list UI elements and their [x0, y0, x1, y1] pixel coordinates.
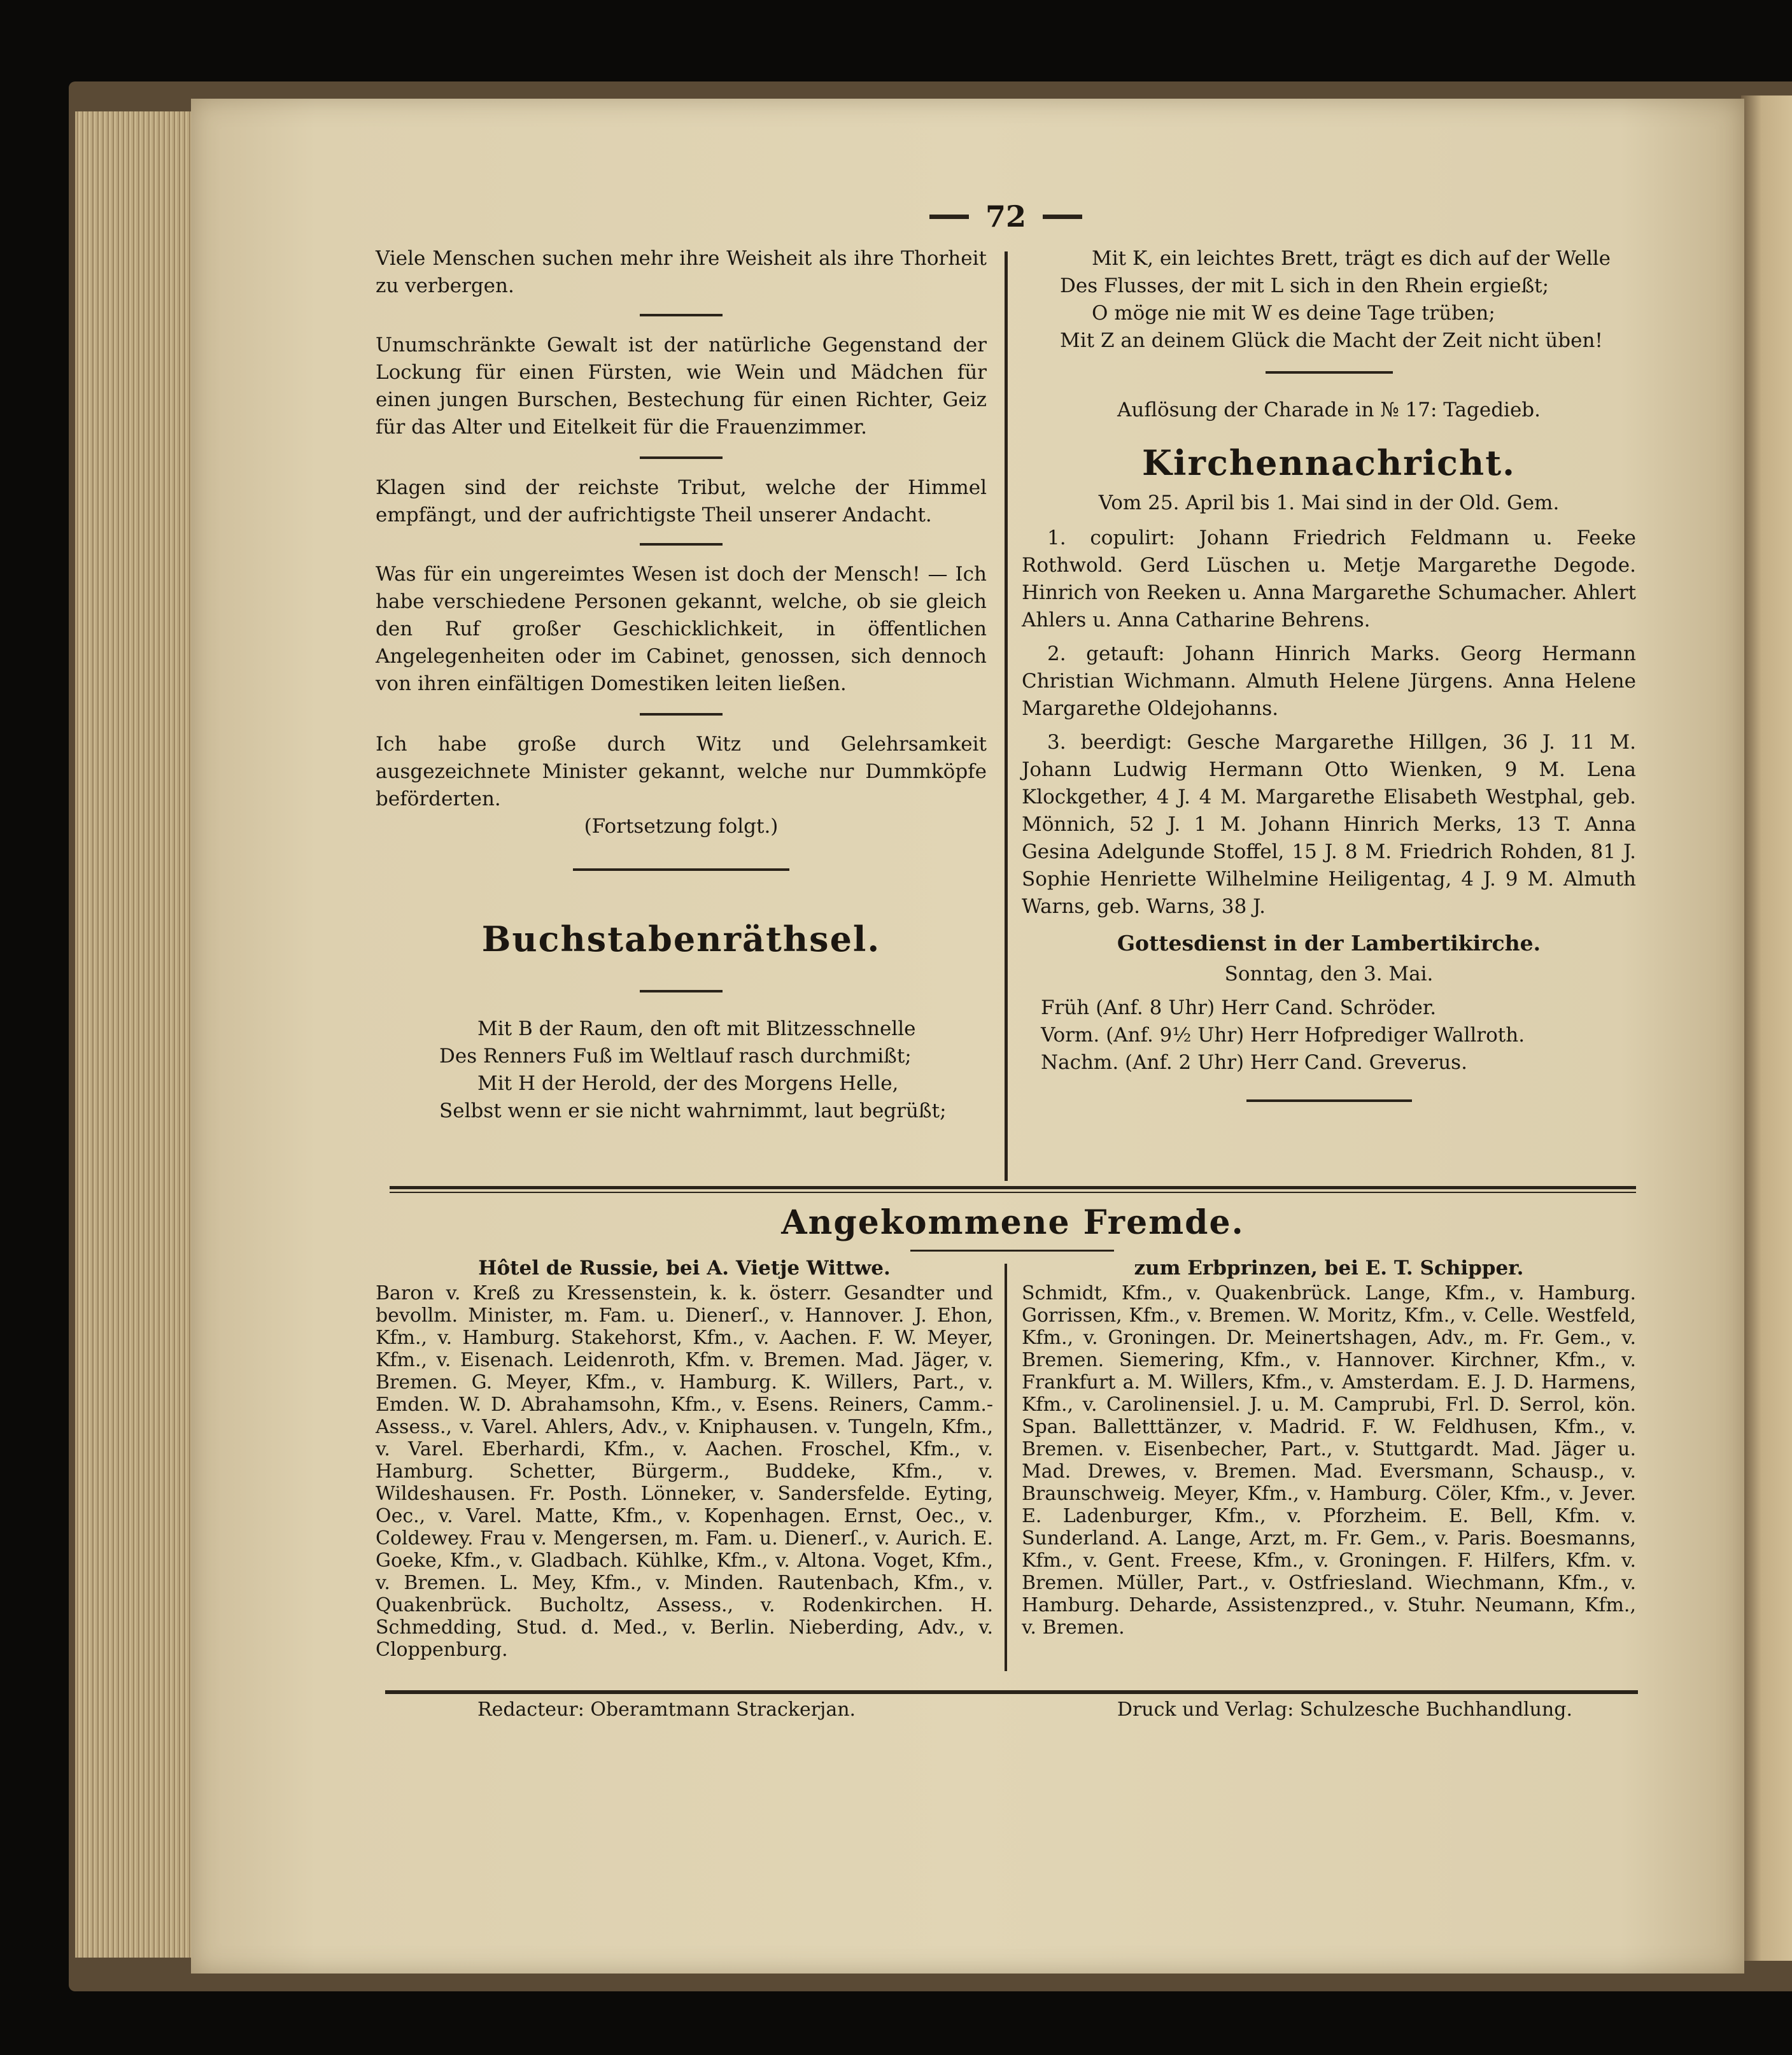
service-item: Früh (Anf. 8 Uhr) Herr Cand. Schröder. [1041, 996, 1437, 1019]
poem-line: Mit K, ein leichtes Brett, trägt es dich auf der Welle [1092, 247, 1611, 270]
ornament-rule-left [929, 215, 969, 219]
arrivals-left [376, 1257, 993, 1661]
hotel-heading: zum Erbprinzen, bei E. T. Schipper. [1134, 1257, 1524, 1280]
buried-list: 3. beerdigt: Gesche Margarethe Hillgen, 36 J. 11 M. Johann Ludwig Hermann Otto Wienken, 9 M. Lena Klockgether, 4 J. 4 M. Margarethe Elisabeth Westphal, geb. Mönnich, 52 J. 1 M. Johann Hinrich Merks, 13 T. Anna Gesina Adelgunde Stoffel, 15 J. 8 M. Friedrich Rohden, 81 J. Sophie Henriette Wilhelmine Heiligentag, 4 J. 9 M. Almuth Warns, geb. Warns, 38 J. [1022, 731, 1636, 918]
column-divider [1005, 251, 1008, 1181]
church-news-title: Kirchennachricht. [1142, 442, 1516, 483]
section-rule [1246, 1099, 1412, 1102]
service-date: Sonntag, den 3. Mai. [1224, 963, 1434, 985]
aphorism-1: Viele Menschen suchen mehr ihre Weisheit als ihre Thorheit zu verbergen. [376, 247, 987, 297]
service-list [1022, 994, 1636, 1077]
separator [1266, 371, 1393, 374]
page-edges [75, 111, 202, 1958]
poem-line: Des Flusses, der mit L sich in den Rhein ergießt; [1060, 274, 1549, 297]
hotel-guests: Schmidt, Kfm., v. Quakenbrück. Lange, Kfm., v. Hamburg. Gorrissen, Kfm., v. Bremen. W. Moritz, Kfm., v. Celle. Westfeld, Kfm., v. Groningen. Dr. Meinertshagen, Adv., m. Fr. Gem., v. Bremen. Siemering, Kfm., v. Hannover. Kirchner, Kfm., v. Frankfurt a. M. Willers, Kfm., v. Amsterdam. E. J. D. Harmens, Kfm., v. Carolinensiel. J. u. M. Camprubi, Frl. D. Serrol, kön. Span. Balletttänzer, v. Madrid. F. W. Feldhusen, Kfm., v. Bremen. v. Eisenbecher, Part., v. Stuttgardt. Mad. Jäger u. Mad. Drewes, v. Bremen. Mad. Eversmann, Schausp., v. Braunschweig. Meyer, Kfm., v. Hamburg. Cöler, Kfm., v. Jever. E. Ladenburger, Kfm., v. Pforzheim. E. Bell, Kfm. v. Sunderland. A. Lange, Arzt, m. Fr. Gem., v. Paris. Boesmanns, Kfm., v. Gent. Freese, Kfm., v. Groningen. F. Hilfers, Kfm. v. Bremen. Müller, Part., v. Ostfriesland. Wiechmann, Kfm., v. Hamburg. Deharde, Assistenzpred., v. Stuhr. Neumann, Kfm., v. Bremen. [1022, 1282, 1636, 1639]
service-item: Nachm. (Anf. 2 Uhr) Herr Cand. Greverus. [1041, 1051, 1467, 1074]
baptized-list: 2. getauft: Johann Hinrich Marks. Georg Hermann Christian Wichmann. Almuth Helene Jürgens. Anna Helene Margarethe Oldejohanns. [1022, 642, 1636, 720]
publisher-credit: Druck und Verlag: Schulzesche Buchhandlung. [1117, 1698, 1572, 1721]
continued-note: (Fortsetzung folgt.) [584, 815, 779, 838]
copulated-list: 1. copulirt: Johann Friedrich Feldmann u. Feeke Rothwold. Gerd Lüschen u. Metje Margarethe Degode. Hinrich von Reeken u. Anna Margarethe Schumacher. Ahlert Ahlers u. Anna Catharine Behrens. [1022, 526, 1636, 632]
separator [640, 314, 723, 316]
separator [640, 543, 723, 546]
page-number: 72 [929, 191, 1082, 242]
poem-line: Mit H der Herold, der des Morgens Helle, [477, 1072, 899, 1095]
riddle-poem-part2 [1022, 245, 1636, 355]
riddle-title: Buchstabenräthsel. [481, 919, 881, 959]
service-title: Gottesdienst in der Lambertikirche. [1117, 931, 1541, 956]
left-column [376, 245, 987, 1125]
poem-line: O möge nie mit W es deine Tage trüben; [1092, 302, 1495, 325]
charade-solution: Auflösung der Charade in № 17: Tagedieb. [1117, 399, 1541, 421]
poem-line: Selbst wenn er sie nicht wahrnimmt, laut begrüßt; [439, 1099, 947, 1122]
poem-line: Des Renners Fuß im Weltlauf rasch durchmißt; [439, 1045, 912, 1068]
riddle-poem-part1 [376, 1015, 987, 1125]
hotel-guests: Baron v. Kreß zu Kressenstein, k. k. österr. Gesandter und bevollm. Minister, m. Fam. u. Dienerſ., v. Hannover. J. Ehon, Kfm., v. Hamburg. Stakehorst, Kfm., v. Aachen. F. W. Meyer, Kfm., v. Eisenach. Leidenroth, Kfm. v. Bremen. Mad. Jäger, v. Bremen. G. Meyer, Kfm., v. Hamburg. K. Willers, Part., v. Emden. W. D. Abrahamsohn, Kfm., v. Esens. Reiners, Camm.-Assess., v. Varel. Ahlers, Adv., v. Kniphausen. v. Tungeln, Kfm., v. Varel. Eberhardi, Kfm., v. Aachen. Froschel, Kfm., v. Hamburg. Schetter, Bürgerm., Buddeke, Kfm., v. Wildeshausen. Fr. Posth. Lönneker, v. Sandersfelde. Eyting, Oec., v. Varel. Matte, Kfm., v. Kopenhagen. Ernst, Oec., v. Coldewey. Frau v. Mengersen, m. Fam. u. Dienerſ., v. Aurich. E. Goeke, Kfm., v. Gladbach. Kühlke, Kfm., v. Altona. Voget, Kfm., v. Bremen. L. Mey, Kfm., v. Minden. Rautenbach, Kfm., v. Quakenbrück. Bucholtz, Assess., v. Rodenkirchen. H. Schmedding, Stud. d. Med., v. Berlin. Nieberding, Adv., v. Cloppenburg. [376, 1282, 993, 1661]
arrivals-right [1022, 1257, 1636, 1639]
right-column [1022, 245, 1636, 1102]
hotel-heading: Hôtel de Russie, bei A. Vietje Wittwe. [478, 1257, 891, 1280]
aphorism-3: Klagen sind der reichste Tribut, welche der Himmel empfängt, und der aufrichtigste Theil unserer Andacht. [376, 476, 987, 526]
church-period: Vom 25. April bis 1. Mai sind in der Old. Gem. [1098, 491, 1560, 514]
poem-line: Mit Z an deinem Glück die Macht der Zeit nicht üben! [1060, 329, 1603, 352]
aphorism-4: Was für ein ungereimtes Wesen ist doch der Mensch! — Ich habe verschiedene Personen gekannt, welche, ob sie gleich den Ruf großer Geschicklichkeit, in öffentlichen Angelegenheiten oder im Cabinet, genossen, sich dennoch von ihren einfältigen Domestiken leiten ließen. [376, 563, 987, 695]
arrivals-title: Angekommene Fremde. [781, 1203, 1245, 1242]
ornament-rule-right [1043, 215, 1082, 219]
service-item: Vorm. (Anf. 9½ Uhr) Herr Hofprediger Wallroth. [1041, 1024, 1525, 1047]
editor-credit: Redacteur: Oberamtmann Strackerjan. [477, 1698, 856, 1721]
poem-line: Mit B der Raum, den oft mit Blitzesschnelle [477, 1017, 916, 1040]
separator [640, 990, 723, 992]
title-rule [910, 1250, 1114, 1252]
double-rule-top [390, 1186, 1636, 1189]
double-rule-top-thin [390, 1192, 1636, 1193]
footer-rule [385, 1690, 1638, 1694]
section-rule [573, 868, 789, 871]
facing-page-edge [1741, 95, 1792, 1961]
footer [477, 1698, 1572, 1721]
arrivals-divider [1005, 1264, 1007, 1671]
aphorism-2: Unumschränkte Gewalt ist der natürliche Gegenstand der Lockung für einen Fürsten, wie Wein und Mädchen für einen jungen Burschen, Bestechung für einen Richter, Geiz für das Alter und Eitelkeit für die Frauenzimmer. [376, 334, 987, 439]
separator [640, 713, 723, 716]
aphorism-5: Ich habe große durch Witz und Gelehrsamkeit ausgezeichnete Minister gekannt, welche nur Dummköpfe beförderten. [376, 733, 987, 810]
separator [640, 456, 723, 459]
